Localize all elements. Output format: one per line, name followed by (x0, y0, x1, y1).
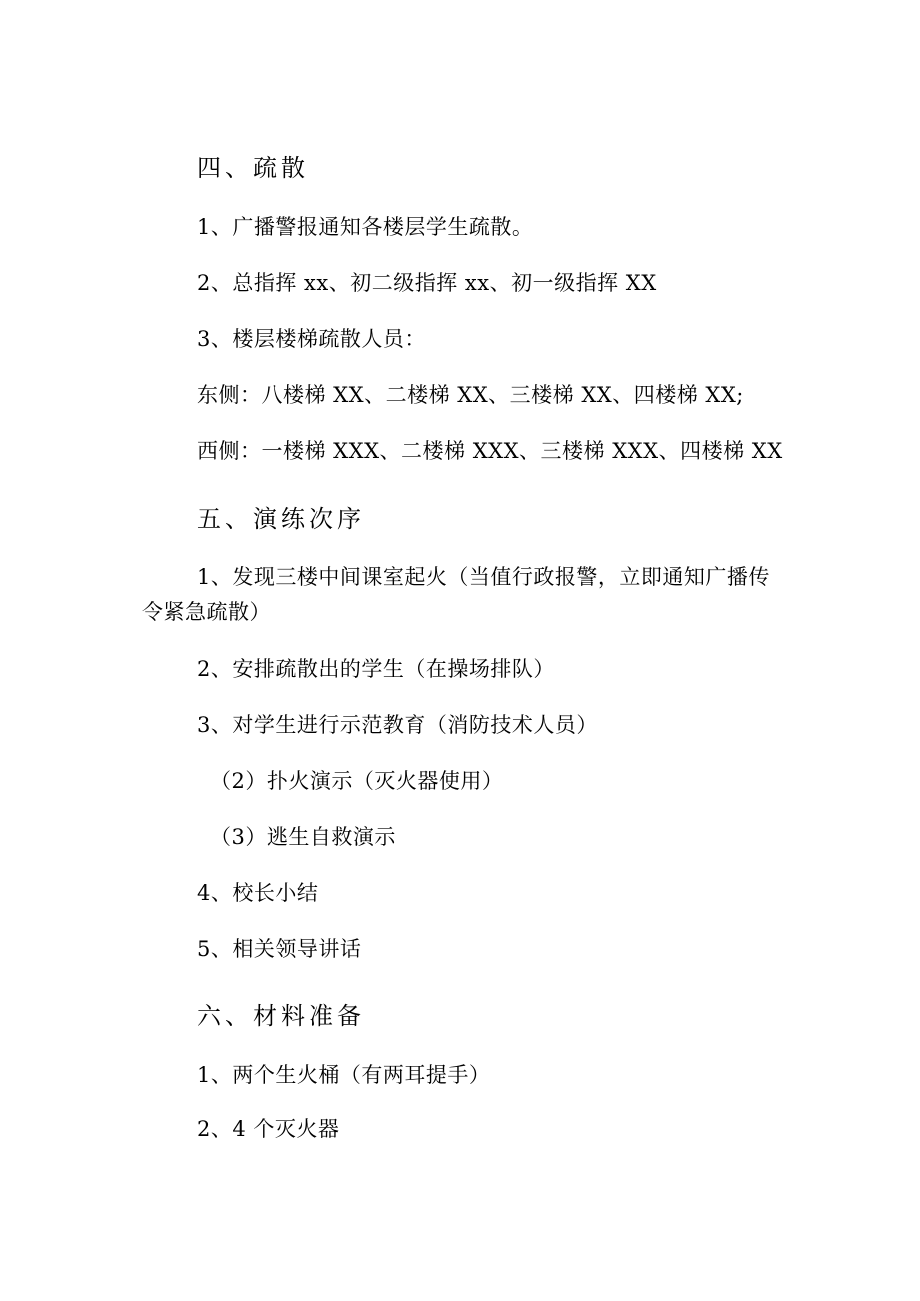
evacuation-line-1: 1、广播警报通知各楼层学生疏散。 (197, 215, 534, 239)
drill-order-line-4: 4、校长小结 (197, 881, 319, 905)
drill-order-line-1: 1、发现三楼中间课室起火（当值行政报警，立即通知广播传 (197, 565, 770, 589)
section-heading-evacuation: 四、疏散 (197, 154, 309, 182)
materials-line-1: 1、两个生火桶（有两耳提手） (197, 1063, 491, 1087)
evacuation-line-east: 东侧：八楼梯 XX、二楼梯 XX、三楼梯 XX、四楼梯 XX; (197, 383, 744, 407)
drill-order-line-2: 2、安排疏散出的学生（在操场排队） (197, 657, 555, 681)
drill-order-subline-2: （2）扑火演示（灭火器使用） (210, 769, 504, 793)
drill-order-subline-3: （3）逃生自救演示 (210, 825, 396, 849)
section-heading-drill-order: 五、演练次序 (197, 505, 365, 533)
evacuation-line-3: 3、楼层楼梯疏散人员： (197, 327, 426, 351)
materials-line-2: 2、4 个灭火器 (197, 1117, 340, 1141)
drill-order-line-3: 3、对学生进行示范教育（消防技术人员） (197, 713, 598, 737)
section-heading-materials: 六、材料准备 (197, 1002, 365, 1030)
evacuation-line-2: 2、总指挥 xx、初二级指挥 xx、初一级指挥 XX (197, 271, 657, 295)
drill-order-line-1-cont: 令紧急疏散） (142, 600, 271, 624)
evacuation-line-west: 西侧：一楼梯 XXX、二楼梯 XXX、三楼梯 XXX、四楼梯 XX (197, 439, 783, 463)
drill-order-line-5: 5、相关领导讲话 (197, 937, 362, 961)
